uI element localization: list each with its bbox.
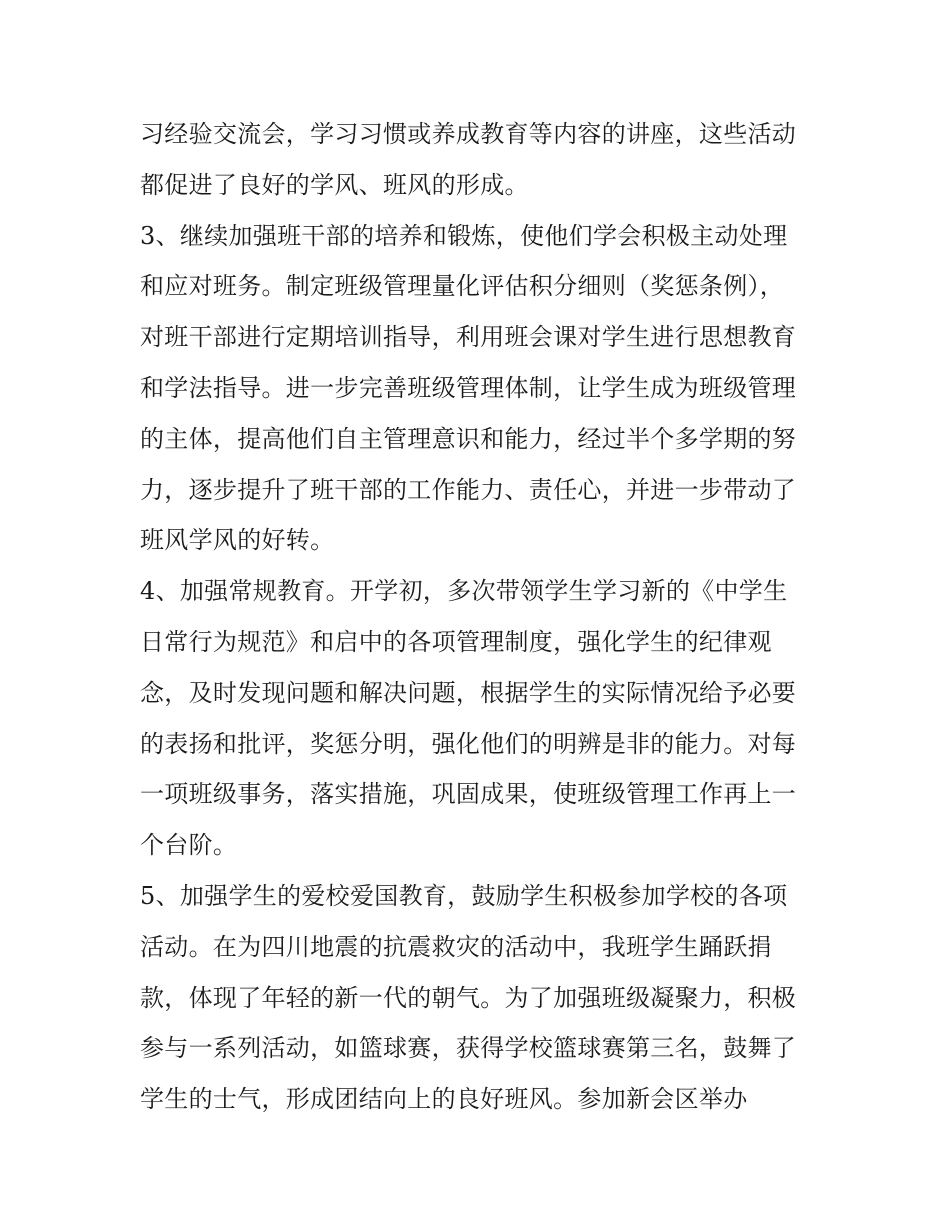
text-line: 念，及时发现问题和解决问题，根据学生的实际情况给予必要 [140, 678, 797, 707]
text-line: 一项班级事务，落实措施，巩固成果，使班级管理工作再上一 [140, 780, 797, 809]
text-line: 的主体，提高他们自主管理意识和能力，经过半个多学期的努 [140, 424, 797, 453]
text-line: 和学法指导。进一步完善班级管理体制，让学生成为班级管理 [140, 373, 797, 402]
text-line: 班风学风的好转。 [140, 526, 335, 555]
text-line: 款，体现了年轻的新一代的朝气。为了加强班级凝聚力，积极 [140, 983, 797, 1012]
text-line: 参与一系列活动，如篮球赛，获得学校篮球赛第三名，鼓舞了 [140, 1034, 797, 1063]
text-line: 都促进了良好的学风、班风的形成。 [140, 170, 529, 199]
text-line: 对班干部进行定期培训指导，利用班会课对学生进行思想教育 [140, 323, 797, 352]
text-line: 个台阶。 [140, 831, 238, 860]
text-line: 习经验交流会，学习习惯或养成教育等内容的讲座，这些活动 [140, 120, 797, 148]
text-line: 日常行为规范》和启中的各项管理制度，强化学生的纪律观 [140, 627, 772, 656]
text-line: 学生的士气，形成团结向上的良好班风。参加新会区举办 [140, 1085, 748, 1114]
text-line: 和应对班务。制定班级管理量化评估积分细则（奖惩条例）， [140, 272, 785, 301]
text-line: 3、继续加强班干部的培养和锻炼，使他们学会积极主动处理 [140, 221, 788, 250]
text-line: 活动。在为四川地震的抗震救灾的活动中，我班学生踊跃捐 [140, 932, 772, 961]
text-line: 4、加强常规教育。开学初，多次带领学生学习新的《中学生 [140, 577, 788, 606]
document-body [140, 109, 820, 1125]
text-line: 力，逐步提升了班干部的工作能力、责任心，并进一步带动了 [140, 475, 797, 504]
text-line: 5、加强学生的爱校爱国教育，鼓励学生积极参加学校的各项 [140, 881, 788, 910]
text-line: 的表扬和批评，奖惩分明，强化他们的明辨是非的能力。对每 [140, 729, 797, 758]
